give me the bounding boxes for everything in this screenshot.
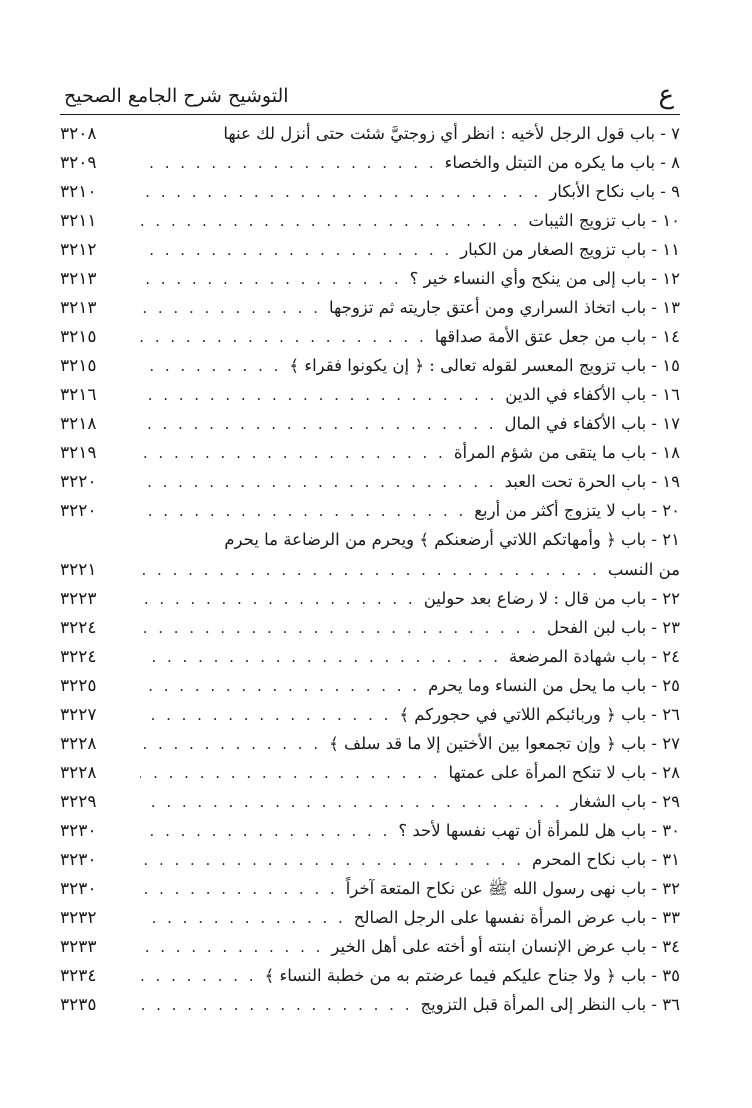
toc-entry-title: ٢٠ - باب لا يتزوج أكثر من أربع [474,501,680,520]
dot-leader [140,178,541,207]
toc-entry-title: ١٧ - باب الأكفاء في المال [504,414,680,433]
toc-entry-title: ٢٥ - باب ما يحل من النساء وما يحرم [428,676,680,695]
toc-entry [60,555,680,584]
table-of-contents [60,119,680,1019]
dot-leader [140,904,346,933]
toc-page-number: ٣٢٣٠ [60,850,97,870]
dot-leader [140,352,281,381]
toc-entry-title: ٢٦ - باب ﴿ وربائبكم اللاتي في حجوركم ﴾ [399,705,680,724]
toc-entry [60,264,680,293]
dot-leader [140,410,497,439]
dot-leader [140,991,412,1020]
toc-entry-title: ٣١ - باب نكاح المحرم [532,850,680,869]
toc-page-number: ٣٢١٣ [60,298,97,318]
toc-entry-title: ٣٥ - باب ﴿ ولا جناح عليكم فيما عرضتم به من خطبة النساء ﴾ [264,966,680,985]
toc-entry-title: ٣٦ - باب النظر إلى المرأة قبل التزويج [420,995,680,1014]
dot-leader [140,672,420,701]
toc-page-number: ٣٢١٨ [60,414,97,434]
toc-entry [60,700,680,729]
toc-entry-title: ٢١ - باب ﴿ وأمهاتكم اللاتي أرضعنكم ﴾ ويحرم من الرضاعة ما يحرم [224,530,680,549]
dot-leader [140,759,441,788]
toc-page-number: ٣٢١١ [60,211,97,231]
toc-entry [60,961,680,990]
dot-leader [140,614,539,643]
toc-entry-title: ١١ - باب تزويج الصغار من الكبار [460,240,680,259]
toc-page-number: ٣٢١٩ [60,443,97,463]
toc-entry [60,409,680,438]
toc-entry [60,845,680,874]
toc-entry [60,235,680,264]
toc-page-number: ٣٢٣٣ [60,937,97,957]
dot-leader [140,643,501,672]
toc-entry-title: ٣٣ - باب عرض المرأة نفسها على الرجل الصالح [353,908,680,927]
toc-entry [60,148,680,177]
toc-entry-title: ٣٢ - باب نهى رسول الله ﷺ عن نكاح المتعة آخراً [345,879,680,898]
toc-entry-title: ٣٤ - باب عرض الإنسان ابنته أو أخته على أهل الخير [331,937,680,956]
dot-leader [140,585,416,614]
toc-entry [60,119,680,148]
toc-entry [60,932,680,961]
dot-leader [140,323,427,352]
dot-leader [140,381,497,410]
toc-entry [60,525,680,555]
toc-entry-title: ١٥ - باب تزويج المعسر لقوله تعالى : ﴿ إن يكونوا فقراء ﴾ [289,356,680,375]
toc-page-number: ٣٢٢٨ [60,763,97,783]
toc-page-number: ٣٢١٣ [60,269,97,289]
toc-page-number: ٣٢١٠ [60,182,97,202]
toc-entry [60,177,680,206]
toc-entry [60,613,680,642]
toc-page-number: ٣٢٢٩ [60,792,97,812]
dot-leader [140,875,338,904]
toc-entry [60,380,680,409]
document-page [60,78,680,1019]
toc-entry-title: ٣٠ - باب هل للمرأة أن تهب نفسها لأحد ؟ [398,821,680,840]
toc-entry [60,816,680,845]
toc-entry [60,584,680,613]
toc-entry-title: ١٩ - باب الحرة تحت العبد [504,472,680,491]
toc-page-number: ٣٢٠٨ [60,124,97,144]
toc-entry-title: ٢٣ - باب لبن الفحل [546,618,680,637]
toc-page-number: ٣٢٢٧ [60,705,97,725]
dot-leader [140,265,402,294]
toc-entry [60,206,680,235]
dot-leader [140,730,321,759]
toc-entry [60,322,680,351]
dot-leader [140,817,390,846]
toc-page-number: ٣٢٣٥ [60,995,97,1015]
toc-entry [60,467,680,496]
page-number-letter: ع [658,80,674,110]
dot-leader [140,846,524,875]
dot-leader [140,497,466,526]
toc-entry [60,642,680,671]
toc-entry-title: ٩ - باب نكاح الأبكار [549,182,680,201]
toc-entry-title: ١٨ - باب ما يتقى من شؤم المرأة [453,443,680,462]
toc-page-number: ٣٢٢٠ [60,472,97,492]
toc-page-number: ٣٢٢٤ [60,618,97,638]
toc-page-number: ٣٢٢٣ [60,589,97,609]
dot-leader [140,556,600,585]
toc-entry [60,351,680,380]
toc-entry-title: ١٤ - باب من جعل عتق الأمة صداقها [434,327,680,346]
toc-entry-title: ٢٢ - باب من قال : لا رضاع بعد حولين [423,589,680,608]
dot-leader [140,149,437,178]
toc-entry [60,758,680,787]
toc-page-number: ٣٢٢١ [60,560,97,580]
toc-entry-title: ٢٤ - باب شهادة المرضعة [509,647,680,666]
toc-page-number: ٣٢٣٠ [60,879,97,899]
toc-page-number: ٣٢١٥ [60,327,97,347]
toc-entry [60,729,680,758]
toc-page-number: ٣٢٢٨ [60,734,97,754]
dot-leader [140,207,521,236]
toc-page-number: ٣٢٣٢ [60,908,97,928]
toc-entry [60,293,680,322]
toc-entry-title: ١٦ - باب الأكفاء في الدين [505,385,680,404]
toc-entry [60,496,680,525]
toc-page-number: ٣٢٣٠ [60,821,97,841]
toc-entry [60,787,680,816]
toc-page-number: ٣٢١٥ [60,356,97,376]
toc-entry-title: ١٣ - باب اتخاذ السراري ومن أعتق جاريته ثم تزوجها [329,298,680,317]
toc-entry-title: ١٢ - باب إلى من ينكح وأي النساء خير ؟ [409,269,680,288]
toc-page-number: ٣٢٢٠ [60,501,97,521]
toc-entry [60,438,680,467]
toc-page-number: ٣٢٢٥ [60,676,97,696]
toc-entry-title: ٧ - باب قول الرجل لأخيه : انظر أي زوجتيَّ شئت حتى أنزل لك عنها [223,124,680,143]
toc-page-number: ٣٢٠٩ [60,153,97,173]
dot-leader [140,468,497,497]
dot-leader [140,236,452,265]
toc-entry [60,903,680,932]
dot-leader [140,933,323,962]
toc-entry [60,874,680,903]
toc-page-number: ٣٢٢٤ [60,647,97,667]
toc-page-number: ٣٢١٦ [60,385,97,405]
dot-leader [140,962,257,991]
toc-entry [60,990,680,1019]
toc-entry-title: ٢٧ - باب ﴿ وإن تجمعوا بين الأختين إلا ما قد سلف ﴾ [329,734,680,753]
toc-entry-title: من النسب [607,560,680,579]
toc-entry-title: ٨ - باب ما يكره من التبتل والخصاء [444,153,680,172]
dot-leader [140,439,446,468]
toc-page-number: ٣٢٣٤ [60,966,97,986]
dot-leader [140,788,563,817]
dot-leader [140,294,321,323]
running-title: التوشيح شرح الجامع الصحيح [64,85,289,107]
toc-entry [60,671,680,700]
toc-entry-title: ٢٨ - باب لا تنكح المرأة على عمتها [448,763,680,782]
toc-page-number: ٣٢١٢ [60,240,97,260]
dot-leader [140,701,391,730]
page-header [60,78,680,115]
toc-entry-title: ١٠ - باب تزويج الثيبات [528,211,680,230]
toc-entry-title: ٢٩ - باب الشغار [570,792,680,811]
